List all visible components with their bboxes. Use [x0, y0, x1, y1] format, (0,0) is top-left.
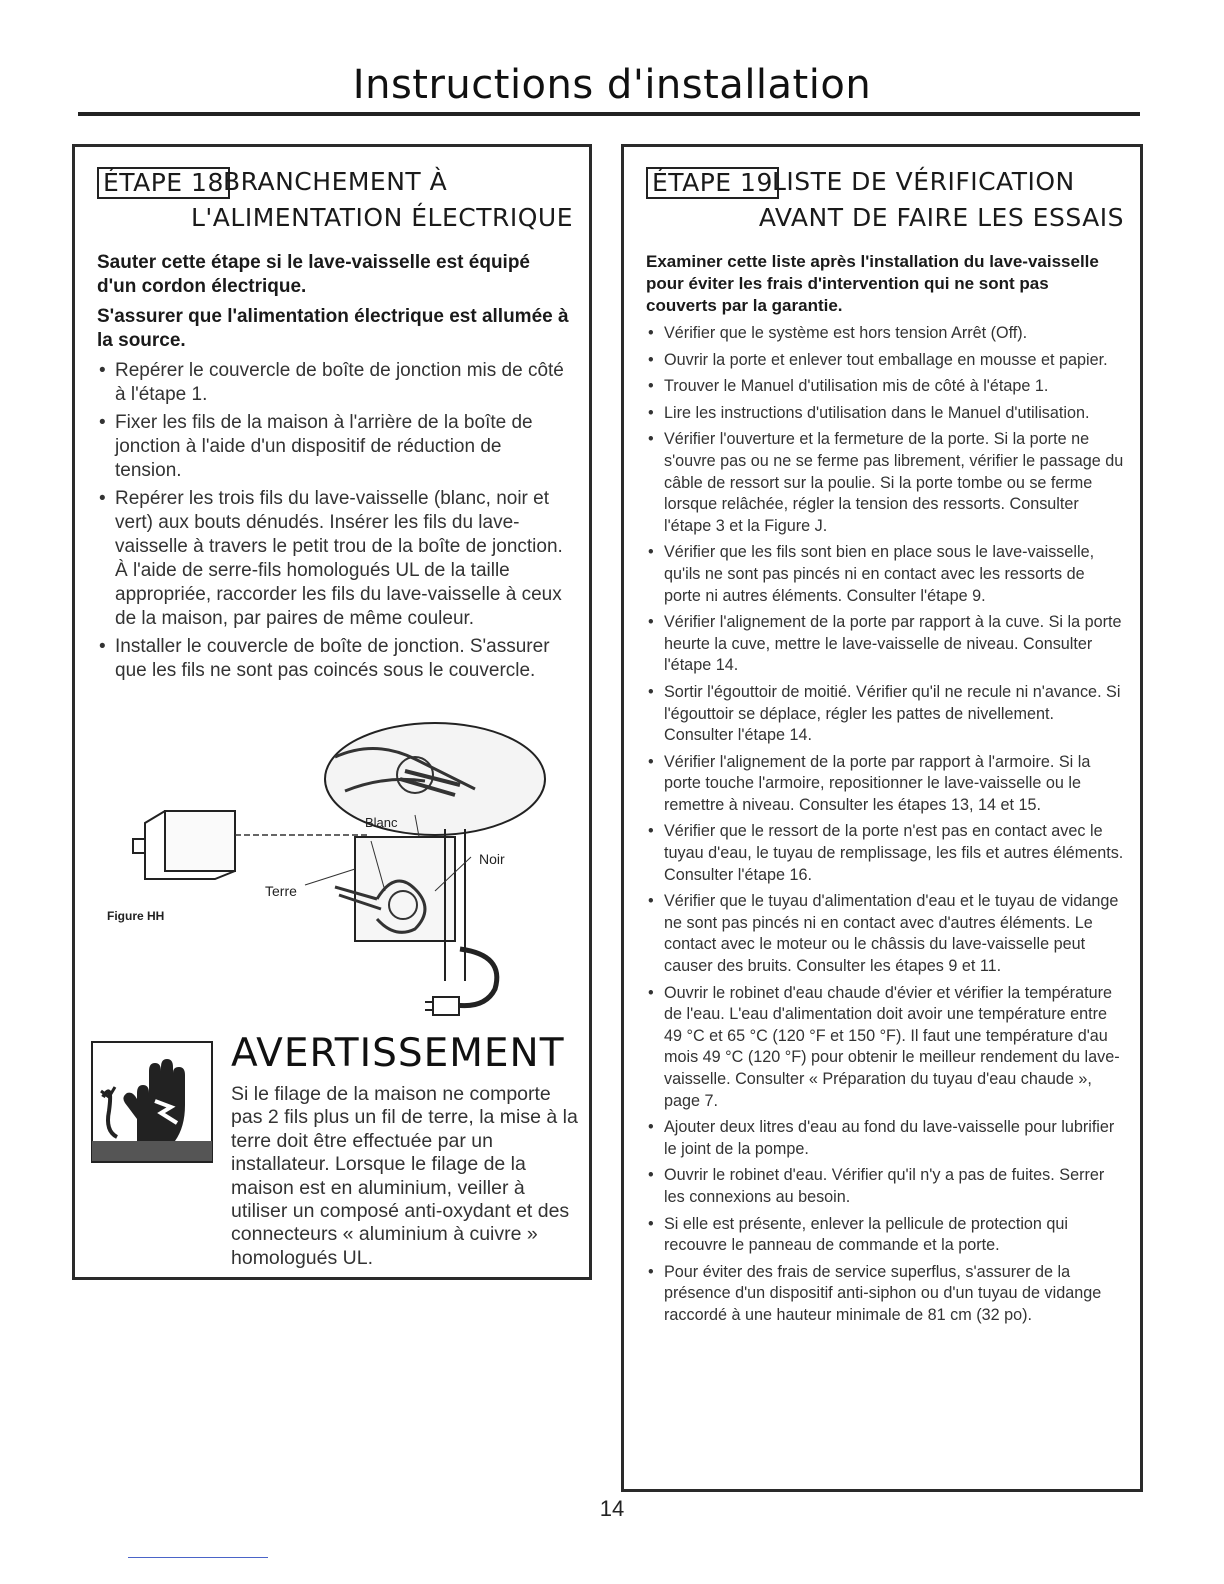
list-item: • Vérifier l'alignement de la porte par rapport à l'armoire. Si la porte touche l'armoire, repositionner le lave-vaisselle ou le remettre à niveau. Consulter les étapes 13, 14 et 15.: [646, 752, 1124, 817]
step-19-checklist: [646, 323, 1124, 1327]
list-item: • Ouvrir le robinet d'eau. Vérifier qu'il n'y a pas de fuites. Serrer les connexions au besoin.: [646, 1165, 1124, 1208]
list-item: • Vérifier que les fils sont bien en place sous le lave-vaisselle, qu'ils ne sont pas pincés ni en contact avec les ressorts de porte ni autres éléments. Consulter l'étape 9.: [646, 542, 1124, 607]
wiring-diagram: [115, 719, 555, 1019]
step-18-intro-skip: Sauter cette étape si le lave-vaisselle est équipé d'un cordon électrique.: [97, 252, 531, 297]
step-19-intro: Examiner cette liste après l'installation du lave-vaisselle pour éviter les frais d'intervention qui ne sont pas couverts par la garantie.: [646, 252, 1099, 315]
step-18-heading: [97, 167, 573, 249]
step-18-bullet-list: [97, 359, 573, 683]
step-18-panel: [72, 144, 592, 1280]
step-19-heading: [646, 167, 1124, 249]
list-item: • Fixer les fils de la maison à l'arrière de la boîte de jonction à l'aide d'un dispositif de réduction de tension.: [97, 411, 573, 483]
label-blanc: Blanc: [365, 815, 398, 830]
step-19-title-line2: AVANT DE FAIRE LES ESSAIS: [758, 203, 1124, 232]
warning-text: Si le filage de la maison ne comporte pas 2 fils plus un fil de terre, la mise à la terre doit être effectuée par un installateur. Lorsque le filage de la maison est en aluminium, veiller à utiliser un composé anti-oxydant et des connecteurs « aluminium à cuivre » homologués UL.: [231, 1083, 578, 1269]
warning-title: AVERTISSEMENT: [231, 1031, 565, 1076]
page-title: Instructions d'installation: [352, 62, 872, 108]
page-number: 14: [599, 1496, 625, 1521]
label-noir: Noir: [479, 851, 505, 867]
step-19-panel: [621, 144, 1143, 1492]
list-item: • Installer le couvercle de boîte de jonction. S'assurer que les fils ne sont pas coincés sous le couvercle.: [97, 635, 573, 683]
list-item: • Repérer les trois fils du lave-vaisselle (blanc, noir et vert) aux bouts dénudés. Insérer les fils du lave-vaisselle à travers le petit trou de la boîte de jonction. À l'aide de serre-fils homologués UL de la taille appropriée, raccorder les fils du lave-vaisselle à ceux de la maison, par paires de même couleur.: [97, 487, 573, 631]
step-18-badge: ÉTAPE 18: [97, 167, 230, 199]
figure-caption: Figure HH: [107, 909, 165, 923]
warning-block: [91, 1031, 578, 1271]
step-18-intro-power: S'assurer que l'alimentation électrique est allumée à la source.: [97, 306, 569, 351]
label-terre: Terre: [265, 883, 297, 899]
list-item: • Sortir l'égouttoir de moitié. Vérifier qu'il ne recule ni n'avance. Si l'égouttoir se déplace, régler les pattes de nivellement. Consulter l'étape 14.: [646, 682, 1124, 747]
step-19-title-line1: LISTE DE VÉRIFICATION: [772, 167, 1075, 196]
list-item: • Vérifier que le système est hors tension Arrêt (Off).: [646, 323, 1124, 345]
list-item: • Vérifier l'ouverture et la fermeture de la porte. Si la porte ne s'ouvre pas ou ne se ferme pas librement, vérifier le passage du câble de ressort sur la poulie. Si la porte tombe ou se ferme lorsque relâchée, régler la tension des ressorts. Consulter l'étape 3 et la Figure J.: [646, 429, 1124, 537]
list-item: • Pour éviter des frais de service superflus, s'assurer de la présence d'un dispositif anti-siphon ou d'un tuyau de vidange raccordé à une hauteur minimale de 81 cm (32 po).: [646, 1262, 1124, 1327]
list-item: • Trouver le Manuel d'utilisation mis de côté à l'étape 1.: [646, 376, 1124, 398]
list-item: • Si elle est présente, enlever la pellicule de protection qui recouvre le panneau de commande et la porte.: [646, 1214, 1124, 1257]
step-18-title-line2: L'ALIMENTATION ÉLECTRIQUE: [191, 203, 573, 232]
list-item: • Vérifier que le tuyau d'alimentation d'eau et le tuyau de vidange ne sont pas pincés ni en contact avec d'autres éléments. Le contact avec le moteur ou le châssis du lave-vaisselle peut causer des bruits. Consulter les étapes 9 et 11.: [646, 891, 1124, 977]
list-item: • Vérifier que le ressort de la porte n'est pas en contact avec le tuyau d'eau, le tuyau de remplissage, les fils et autres éléments. Consulter l'étape 16.: [646, 821, 1124, 886]
footer-link-rule: [128, 1557, 268, 1558]
step-19-badge: ÉTAPE 19: [646, 167, 779, 199]
figure-hh: [107, 719, 555, 1019]
list-item: • Repérer le couvercle de boîte de jonction mis de côté à l'étape 1.: [97, 359, 573, 407]
title-rule: [78, 112, 1140, 116]
electric-shock-hand-icon: [91, 1041, 213, 1163]
list-item: • Ouvrir le robinet d'eau chaude d'évier et vérifier la température de l'eau. L'eau d'alimentation doit avoir une température entre 49 °C et 65 °C (120 °F et 150 °F). Il faut une température d'au mois 49 °C (120 °F) pour obtenir le meilleur rendement du lave-vaisselle. Consulter « Préparation du tuyau d'eau chaude », page 7.: [646, 983, 1124, 1113]
list-item: • Lire les instructions d'utilisation dans le Manuel d'utilisation.: [646, 403, 1124, 425]
list-item: • Vérifier l'alignement de la porte par rapport à la cuve. Si la porte heurte la cuve, mettre le lave-vaisselle de niveau. Consulter l'étape 14.: [646, 612, 1124, 677]
step-18-title-line1: BRANCHEMENT À: [223, 167, 448, 196]
list-item: • Ajouter deux litres d'eau au fond du lave-vaisselle pour lubrifier le joint de la pompe.: [646, 1117, 1124, 1160]
list-item: • Ouvrir la porte et enlever tout emballage en mousse et papier.: [646, 350, 1124, 372]
